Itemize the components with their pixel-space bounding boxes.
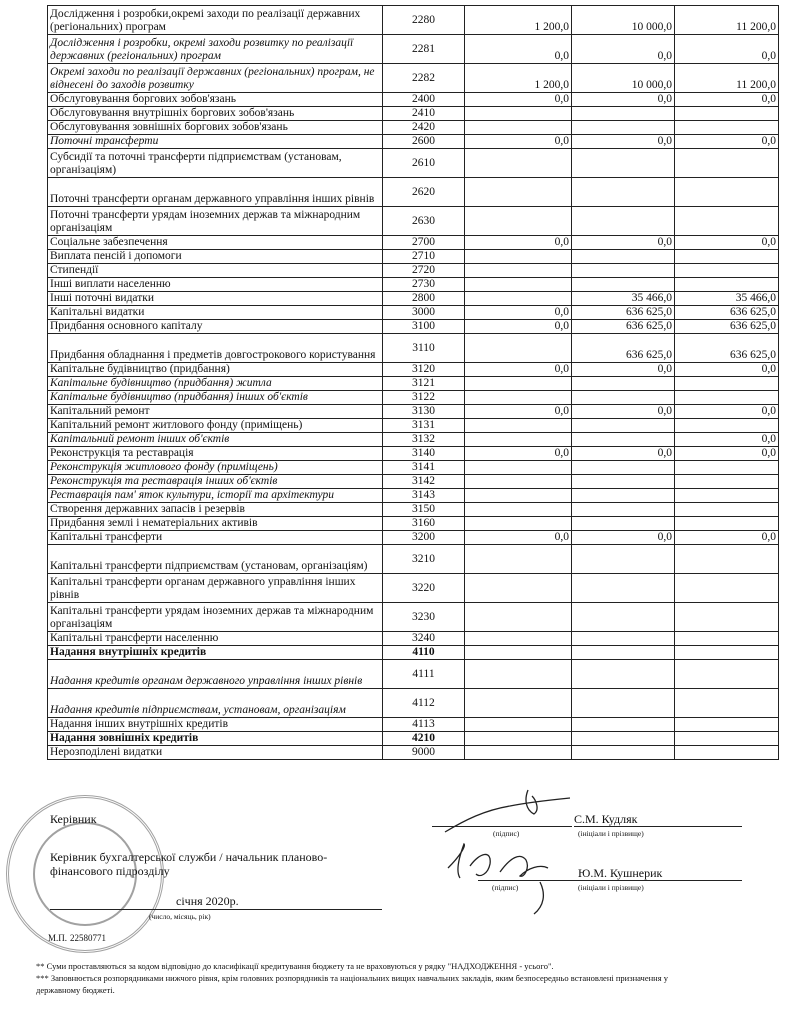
table-row [48,632,779,646]
head-initials-caption: (ініціали і прізвище) [578,829,644,838]
row-value-1-cell: 0,0 [465,93,572,107]
table-row [48,574,779,603]
row-name-cell: Дослідження і розробки, окремі заходи розвитку по реалізації державних (регіональних) програм [48,35,383,64]
row-value-2-cell [572,689,675,718]
row-value-1-cell [465,574,572,603]
row-code-cell: 2280 [383,6,465,35]
row-code-cell: 2282 [383,64,465,93]
accountant-label-line-2: фінансового підрозділу [50,864,170,878]
row-code-cell: 3142 [383,475,465,489]
row-name-cell: Реставрація пам' яток культури, історії та архітектури [48,489,383,503]
row-value-2-cell: 0,0 [572,531,675,545]
row-value-1-cell [465,278,572,292]
row-code-cell: 2600 [383,135,465,149]
table-row [48,250,779,264]
row-value-3-cell [675,250,779,264]
row-code-cell: 2700 [383,236,465,250]
table-row [48,545,779,574]
row-value-1-cell [465,178,572,207]
row-value-3-cell [675,489,779,503]
row-name-cell: Придбання основного капіталу [48,320,383,334]
row-value-1-cell: 1 200,0 [465,64,572,93]
row-value-2-cell [572,391,675,405]
row-value-2-cell [572,149,675,178]
row-value-3-cell [675,264,779,278]
budget-table [47,5,779,760]
row-name-cell: Придбання обладнання і предметів довгострокового користування [48,334,383,363]
head-name: С.М. Кудляк [574,812,638,826]
row-code-cell: 3110 [383,334,465,363]
row-value-3-cell [675,149,779,178]
row-value-3-cell [675,178,779,207]
row-value-3-cell: 0,0 [675,363,779,377]
row-value-1-cell: 0,0 [465,236,572,250]
row-value-1-cell [465,746,572,760]
row-value-1-cell [465,646,572,660]
row-value-1-cell [465,503,572,517]
row-value-1-cell [465,603,572,632]
row-code-cell: 3230 [383,603,465,632]
row-value-1-cell: 0,0 [465,531,572,545]
row-value-2-cell [572,632,675,646]
row-value-2-cell [572,278,675,292]
row-name-cell: Стипендії [48,264,383,278]
row-value-3-cell: 636 625,0 [675,320,779,334]
table-row [48,149,779,178]
row-code-cell: 4112 [383,689,465,718]
row-value-2-cell: 10 000,0 [572,6,675,35]
row-name-cell: Виплата пенсій і допомоги [48,250,383,264]
row-value-2-cell [572,107,675,121]
row-value-1-cell: 0,0 [465,35,572,64]
row-value-3-cell [675,632,779,646]
table-row [48,419,779,433]
row-value-2-cell [572,433,675,447]
row-name-cell: Дослідження і розробки,окремі заходи по реалізації державних (регіональних) програм [48,6,383,35]
row-value-3-cell [675,517,779,531]
table-row [48,306,779,320]
row-value-2-cell: 0,0 [572,363,675,377]
row-value-3-cell [675,121,779,135]
row-value-2-cell: 0,0 [572,236,675,250]
date-line [50,909,382,910]
table-row [48,660,779,689]
row-code-cell: 3140 [383,447,465,461]
row-name-cell: Надання інших внутрішніх кредитів [48,718,383,732]
row-value-1-cell [465,292,572,306]
row-name-cell: Інші виплати населенню [48,278,383,292]
row-value-3-cell: 0,0 [675,405,779,419]
row-value-1-cell [465,461,572,475]
row-value-3-cell: 0,0 [675,236,779,250]
row-value-2-cell [572,732,675,746]
budget-table-body [48,6,779,760]
row-name-cell: Обслуговування внутрішніх боргових зобов'язань [48,107,383,121]
row-name-cell: Надання кредитів підприємствам, установам, організаціям [48,689,383,718]
row-code-cell: 2620 [383,178,465,207]
row-value-2-cell: 0,0 [572,135,675,149]
row-code-cell: 3131 [383,419,465,433]
row-code-cell: 3143 [383,489,465,503]
row-value-3-cell: 0,0 [675,135,779,149]
row-code-cell: 3150 [383,503,465,517]
row-name-cell: Капітальні трансферти урядам іноземних держав та міжнародним організаціям [48,603,383,632]
row-name-cell: Капітальне будівництво (придбання) інших об'єктів [48,391,383,405]
row-value-2-cell [572,207,675,236]
row-value-3-cell [675,660,779,689]
row-value-3-cell [675,718,779,732]
row-code-cell: 4111 [383,660,465,689]
row-value-2-cell: 0,0 [572,35,675,64]
table-row [48,447,779,461]
table-row [48,35,779,64]
row-name-cell: Капітальні трансферти органам державного управління інших рівнів [48,574,383,603]
table-row [48,531,779,545]
row-value-2-cell: 0,0 [572,93,675,107]
row-name-cell: Окремі заходи по реалізації державних (регіональних) програм, не віднесені до заходів розвитку [48,64,383,93]
row-value-1-cell: 0,0 [465,135,572,149]
row-value-2-cell [572,746,675,760]
stamp-mp-label: М.П. [48,933,68,943]
row-name-cell: Капітальне будівництво (придбання) [48,363,383,377]
row-value-3-cell [675,503,779,517]
row-value-3-cell [675,475,779,489]
row-value-1-cell [465,377,572,391]
row-value-1-cell [465,419,572,433]
row-value-3-cell [675,107,779,121]
row-value-3-cell [675,545,779,574]
row-value-3-cell [675,419,779,433]
table-row [48,746,779,760]
table-row [48,135,779,149]
row-name-cell: Капітальний ремонт інших об'єктів [48,433,383,447]
table-row [48,93,779,107]
row-name-cell: Інші поточні видатки [48,292,383,306]
row-code-cell: 2410 [383,107,465,121]
row-code-cell: 2630 [383,207,465,236]
row-name-cell: Поточні трансферти органам державного управління інших рівнів [48,178,383,207]
date-text: січня 2020р. [176,894,239,908]
row-name-cell: Реконструкція житлового фонду (приміщень) [48,461,383,475]
footnote-1: ** Суми проставляються за кодом відповідно до класифікації кредитування бюджету та не враховуються у рядку "НАДХОДЖЕННЯ - усього". [36,961,554,971]
row-name-cell: Капітальні трансферти підприємствам (установам, організаціям) [48,545,383,574]
table-row [48,334,779,363]
row-value-2-cell: 0,0 [572,447,675,461]
row-code-cell: 3220 [383,574,465,603]
row-name-cell: Капітальні видатки [48,306,383,320]
table-row [48,391,779,405]
stamp-code: 22580771 [70,933,106,943]
row-code-cell: 2800 [383,292,465,306]
row-name-cell: Реконструкція та реставрація [48,447,383,461]
row-value-3-cell [675,689,779,718]
row-value-2-cell [572,603,675,632]
row-value-1-cell [465,149,572,178]
row-code-cell: 3132 [383,433,465,447]
accountant-signature-scribble [440,838,600,918]
row-code-cell: 3121 [383,377,465,391]
row-code-cell: 3100 [383,320,465,334]
row-value-1-cell [465,660,572,689]
row-value-1-cell [465,107,572,121]
row-value-3-cell [675,746,779,760]
row-name-cell: Створення державних запасів і резервів [48,503,383,517]
row-value-3-cell: 11 200,0 [675,6,779,35]
row-code-cell: 3200 [383,531,465,545]
row-value-3-cell: 0,0 [675,531,779,545]
table-row [48,461,779,475]
row-name-cell: Субсидії та поточні трансферти підприємствам (установам, організаціям) [48,149,383,178]
table-row [48,517,779,531]
row-value-1-cell [465,489,572,503]
row-value-3-cell [675,574,779,603]
head-label: Керівник [50,812,97,826]
row-value-3-cell [675,377,779,391]
table-row [48,278,779,292]
row-value-2-cell [572,178,675,207]
table-row [48,646,779,660]
row-value-3-cell [675,278,779,292]
row-name-cell: Капітальне будівництво (придбання) житла [48,377,383,391]
row-code-cell: 2420 [383,121,465,135]
row-name-cell: Капітальний ремонт житлового фонду (приміщень) [48,419,383,433]
row-name-cell: Придбання землі і нематеріальних активів [48,517,383,531]
footnotes [36,960,796,996]
table-row [48,732,779,746]
row-value-1-cell [465,732,572,746]
row-value-2-cell: 636 625,0 [572,320,675,334]
date-caption: (число, місяць, рік) [149,912,211,921]
table-row [48,64,779,93]
row-value-1-cell [465,517,572,531]
head-signature-caption: (підпис) [493,829,520,838]
footnote-2: *** Заповнюється розпорядниками нижчого рівня, крім головних розпорядників та національних вищих навчальних закладів, яким безпосередньо встановлені призначення у [36,973,668,983]
row-value-2-cell [572,545,675,574]
row-value-2-cell [572,489,675,503]
row-code-cell: 4210 [383,732,465,746]
table-row [48,236,779,250]
table-row [48,377,779,391]
row-value-1-cell [465,391,572,405]
row-code-cell: 9000 [383,746,465,760]
row-value-1-cell: 1 200,0 [465,6,572,35]
row-value-3-cell: 636 625,0 [675,334,779,363]
row-value-3-cell [675,603,779,632]
row-value-1-cell: 0,0 [465,306,572,320]
row-code-cell: 4113 [383,718,465,732]
row-value-2-cell: 636 625,0 [572,306,675,320]
row-value-3-cell: 0,0 [675,93,779,107]
accountant-label-line-1: Керівник бухгалтерської служби / начальник планово- [50,850,328,864]
row-value-2-cell [572,718,675,732]
row-value-3-cell: 636 625,0 [675,306,779,320]
row-code-cell: 3160 [383,517,465,531]
row-name-cell: Надання внутрішніх кредитів [48,646,383,660]
row-value-3-cell: 11 200,0 [675,64,779,93]
table-row [48,489,779,503]
row-value-2-cell: 0,0 [572,405,675,419]
row-value-3-cell [675,391,779,405]
row-code-cell: 3120 [383,363,465,377]
row-name-cell: Поточні трансферти урядам іноземних держав та міжнародним організаціям [48,207,383,236]
row-name-cell: Поточні трансферти [48,135,383,149]
row-value-2-cell [572,574,675,603]
row-value-1-cell: 0,0 [465,405,572,419]
row-code-cell: 3000 [383,306,465,320]
table-row [48,433,779,447]
row-value-1-cell: 0,0 [465,447,572,461]
row-value-3-cell: 35 466,0 [675,292,779,306]
row-code-cell: 2610 [383,149,465,178]
row-value-2-cell [572,377,675,391]
row-value-1-cell [465,207,572,236]
table-row [48,6,779,35]
head-signature-scribble [440,780,580,840]
row-value-3-cell: 0,0 [675,35,779,64]
row-value-1-cell: 0,0 [465,363,572,377]
row-code-cell: 3141 [383,461,465,475]
row-name-cell: Обслуговування боргових зобов'язань [48,93,383,107]
table-row [48,292,779,306]
row-value-2-cell [572,250,675,264]
row-name-cell: Реконструкція та реставрація інших об'єктів [48,475,383,489]
row-value-1-cell [465,689,572,718]
row-name-cell: Капітальні трансферти населенню [48,632,383,646]
row-code-cell: 3122 [383,391,465,405]
table-row [48,264,779,278]
table-row [48,207,779,236]
table-row [48,107,779,121]
row-code-cell: 2281 [383,35,465,64]
table-row [48,320,779,334]
row-value-3-cell [675,646,779,660]
row-value-2-cell [572,121,675,135]
row-value-1-cell [465,433,572,447]
row-name-cell: Нерозподілені видатки [48,746,383,760]
table-row [48,121,779,135]
row-value-1-cell [465,264,572,278]
row-code-cell: 3210 [383,545,465,574]
row-value-1-cell [465,475,572,489]
row-value-2-cell [572,517,675,531]
row-value-2-cell: 636 625,0 [572,334,675,363]
row-value-2-cell [572,503,675,517]
table-row [48,405,779,419]
table-row [48,689,779,718]
row-value-2-cell [572,660,675,689]
row-value-2-cell: 10 000,0 [572,64,675,93]
table-row [48,363,779,377]
table-row [48,475,779,489]
row-value-3-cell [675,732,779,746]
row-value-3-cell [675,461,779,475]
row-value-2-cell [572,419,675,433]
accountant-name: Ю.М. Кушнерик [578,866,663,880]
row-name-cell: Надання кредитів органам державного управління інших рівнів [48,660,383,689]
row-code-cell: 2720 [383,264,465,278]
row-value-1-cell [465,632,572,646]
row-value-1-cell [465,121,572,135]
row-value-2-cell [572,475,675,489]
table-row [48,718,779,732]
row-value-2-cell: 35 466,0 [572,292,675,306]
row-name-cell: Обслуговування зовнішніх боргових зобов'язань [48,121,383,135]
row-value-3-cell: 0,0 [675,447,779,461]
row-name-cell: Капітальні трансферти [48,531,383,545]
accountant-initials-caption: (ініціали і прізвище) [578,883,644,892]
table-row [48,603,779,632]
row-value-3-cell: 0,0 [675,433,779,447]
table-row [48,178,779,207]
row-value-3-cell [675,207,779,236]
row-code-cell: 3240 [383,632,465,646]
row-code-cell: 2730 [383,278,465,292]
accountant-signature-caption: (підпис) [492,883,519,892]
row-value-1-cell [465,545,572,574]
row-value-1-cell [465,334,572,363]
row-value-2-cell [572,264,675,278]
head-name-line [574,826,742,827]
row-code-cell: 4110 [383,646,465,660]
row-value-2-cell [572,646,675,660]
row-value-1-cell [465,250,572,264]
row-value-1-cell [465,718,572,732]
row-code-cell: 3130 [383,405,465,419]
row-name-cell: Надання зовнішніх кредитів [48,732,383,746]
row-name-cell: Соціальне забезпечення [48,236,383,250]
row-value-2-cell [572,461,675,475]
table-row [48,503,779,517]
row-name-cell: Капітальний ремонт [48,405,383,419]
row-value-1-cell: 0,0 [465,320,572,334]
row-code-cell: 2400 [383,93,465,107]
footnote-3: державному бюджеті. [36,985,115,995]
row-code-cell: 2710 [383,250,465,264]
